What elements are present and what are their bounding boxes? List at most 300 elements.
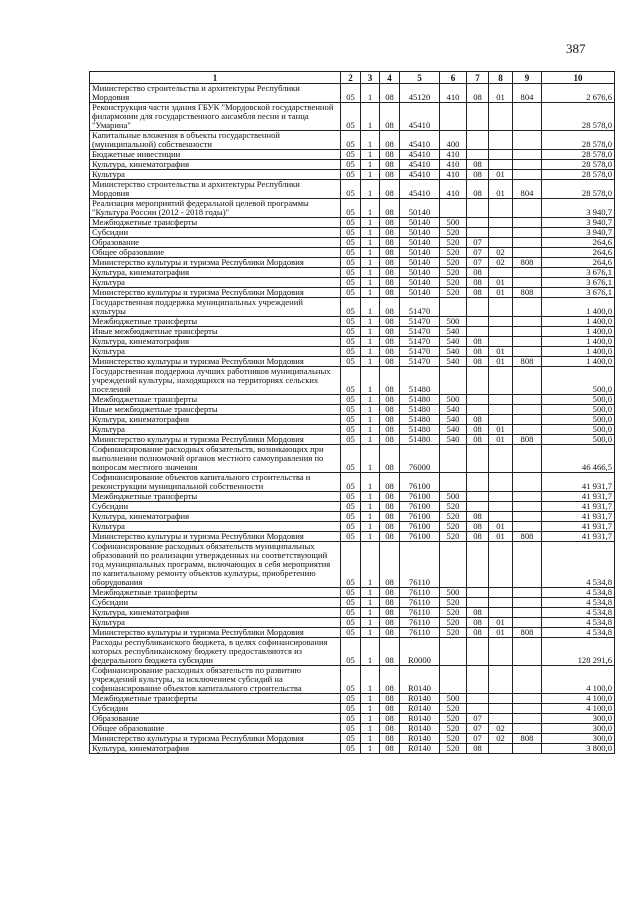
code-3-cell: 08	[380, 405, 400, 415]
code-8-cell: 808	[513, 532, 542, 542]
code-7-cell	[489, 608, 513, 618]
code-7-cell	[489, 598, 513, 608]
table-row	[90, 278, 615, 288]
code-7-cell: 01	[489, 347, 513, 357]
item-name-cell: Субсидии	[90, 502, 341, 512]
code-5-cell: 540	[440, 425, 467, 435]
code-6-cell	[467, 704, 489, 714]
code-6-cell: 08	[467, 337, 489, 347]
amount-cell: 46 466,5	[542, 445, 615, 473]
code-4-cell: 76110	[400, 608, 440, 618]
code-5-cell: 520	[440, 268, 467, 278]
code-7-cell	[489, 744, 513, 754]
code-1-cell: 05	[341, 445, 361, 473]
code-6-cell: 07	[467, 734, 489, 744]
code-2-cell: 1	[361, 218, 380, 228]
code-1-cell: 05	[341, 347, 361, 357]
item-name-cell: Капитальные вложения в объекты государственной (муниципальной) собственности	[90, 131, 341, 150]
code-2-cell: 1	[361, 628, 380, 638]
code-4-cell: 50140	[400, 288, 440, 298]
code-4-cell: 51470	[400, 347, 440, 357]
table-row	[90, 395, 615, 405]
code-2-cell: 1	[361, 357, 380, 367]
code-3-cell: 08	[380, 608, 400, 618]
amount-cell: 41 931,7	[542, 473, 615, 492]
code-2-cell: 1	[361, 542, 380, 588]
item-name-cell: Реализация мероприятий федеральной целевой программы "Культура России (2012 - 2018 годы)"	[90, 199, 341, 218]
code-7-cell	[489, 150, 513, 160]
code-3-cell: 08	[380, 522, 400, 532]
table-row	[90, 228, 615, 238]
code-1-cell: 05	[341, 666, 361, 694]
code-3-cell: 08	[380, 199, 400, 218]
code-4-cell: 50140	[400, 248, 440, 258]
code-5-cell: 520	[440, 714, 467, 724]
code-6-cell	[467, 131, 489, 150]
code-4-cell: 50140	[400, 278, 440, 288]
code-7-cell	[489, 160, 513, 170]
code-5-cell: 520	[440, 608, 467, 618]
code-2-cell: 1	[361, 238, 380, 248]
code-5-cell: 520	[440, 502, 467, 512]
code-7-cell	[489, 298, 513, 317]
item-name-cell: Министерство культуры и туризма Республики Мордовия	[90, 357, 341, 367]
code-5-cell: 410	[440, 180, 467, 199]
code-4-cell: R0000	[400, 638, 440, 666]
code-4-cell: 51480	[400, 405, 440, 415]
amount-cell: 4 534,8	[542, 588, 615, 598]
code-3-cell: 08	[380, 425, 400, 435]
code-2-cell: 1	[361, 666, 380, 694]
item-name-cell: Общее образование	[90, 248, 341, 258]
code-8-cell: 804	[513, 180, 542, 199]
code-5-cell: 520	[440, 512, 467, 522]
code-4-cell: R0140	[400, 724, 440, 734]
table-row	[90, 704, 615, 714]
code-1-cell: 05	[341, 608, 361, 618]
table-row	[90, 492, 615, 502]
code-2-cell: 1	[361, 734, 380, 744]
code-7-cell	[489, 268, 513, 278]
code-5-cell: 520	[440, 734, 467, 744]
item-name-cell: Государственная поддержка лучших работников муниципальных учреждений культуры, находящихся на территориях сельских поселений	[90, 367, 341, 395]
code-1-cell: 05	[341, 714, 361, 724]
code-8-cell	[513, 395, 542, 405]
code-7-cell: 01	[489, 278, 513, 288]
code-5-cell: 400	[440, 131, 467, 150]
code-5-cell: 540	[440, 357, 467, 367]
code-6-cell: 08	[467, 288, 489, 298]
code-6-cell	[467, 327, 489, 337]
code-6-cell: 08	[467, 357, 489, 367]
code-1-cell: 05	[341, 367, 361, 395]
code-4-cell: 45120	[400, 84, 440, 103]
code-8-cell	[513, 704, 542, 714]
code-6-cell: 08	[467, 512, 489, 522]
column-header-8: 8	[489, 72, 513, 84]
code-2-cell: 1	[361, 367, 380, 395]
code-8-cell	[513, 608, 542, 618]
amount-cell: 500,0	[542, 405, 615, 415]
code-4-cell: 45410	[400, 131, 440, 150]
code-3-cell: 08	[380, 84, 400, 103]
code-3-cell: 08	[380, 278, 400, 288]
item-name-cell: Образование	[90, 714, 341, 724]
code-3-cell: 08	[380, 744, 400, 754]
code-8-cell	[513, 638, 542, 666]
code-7-cell: 01	[489, 84, 513, 103]
code-3-cell: 08	[380, 492, 400, 502]
code-6-cell	[467, 588, 489, 598]
code-6-cell: 07	[467, 238, 489, 248]
code-1-cell: 05	[341, 415, 361, 425]
code-6-cell	[467, 638, 489, 666]
code-8-cell	[513, 228, 542, 238]
code-6-cell: 08	[467, 415, 489, 425]
code-3-cell: 08	[380, 473, 400, 492]
code-5-cell: 540	[440, 337, 467, 347]
table-row	[90, 714, 615, 724]
item-name-cell: Межбюджетные трансферты	[90, 694, 341, 704]
code-4-cell: 51480	[400, 425, 440, 435]
code-1-cell: 05	[341, 170, 361, 180]
code-2-cell: 1	[361, 228, 380, 238]
code-2-cell: 1	[361, 405, 380, 415]
code-5-cell	[440, 542, 467, 588]
column-header-3: 3	[361, 72, 380, 84]
code-7-cell: 02	[489, 734, 513, 744]
code-7-cell	[489, 103, 513, 131]
table-row	[90, 103, 615, 131]
code-2-cell: 1	[361, 347, 380, 357]
code-2-cell: 1	[361, 638, 380, 666]
code-4-cell: 51480	[400, 395, 440, 405]
code-3-cell: 08	[380, 502, 400, 512]
code-8-cell	[513, 744, 542, 754]
table-header-row	[90, 72, 615, 84]
code-1-cell: 05	[341, 405, 361, 415]
column-header-4: 4	[380, 72, 400, 84]
code-4-cell: 51470	[400, 337, 440, 347]
code-8-cell	[513, 598, 542, 608]
code-1-cell: 05	[341, 598, 361, 608]
code-7-cell	[489, 317, 513, 327]
page-number: 387	[566, 41, 586, 56]
code-8-cell	[513, 317, 542, 327]
code-6-cell: 07	[467, 714, 489, 724]
amount-cell: 300,0	[542, 714, 615, 724]
code-4-cell: 50140	[400, 199, 440, 218]
table-row	[90, 337, 615, 347]
amount-cell: 41 931,7	[542, 512, 615, 522]
code-6-cell: 08	[467, 268, 489, 278]
code-7-cell	[489, 445, 513, 473]
code-1-cell: 05	[341, 317, 361, 327]
code-6-cell	[467, 405, 489, 415]
code-4-cell: 50140	[400, 258, 440, 268]
table-row	[90, 131, 615, 150]
amount-cell: 1 400,0	[542, 337, 615, 347]
code-8-cell: 808	[513, 734, 542, 744]
code-6-cell	[467, 367, 489, 395]
code-6-cell: 08	[467, 608, 489, 618]
code-3-cell: 08	[380, 445, 400, 473]
item-name-cell: Расходы республиканского бюджета, в целях софинансирования которых республиканскому бюджету предоставляются из федерального бюджета субсидии	[90, 638, 341, 666]
code-7-cell: 01	[489, 522, 513, 532]
code-8-cell	[513, 666, 542, 694]
code-3-cell: 08	[380, 218, 400, 228]
code-3-cell: 08	[380, 248, 400, 258]
item-name-cell: Межбюджетные трансферты	[90, 218, 341, 228]
amount-cell: 4 534,8	[542, 598, 615, 608]
code-8-cell	[513, 248, 542, 258]
code-1-cell: 05	[341, 618, 361, 628]
code-3-cell: 08	[380, 704, 400, 714]
code-1-cell: 05	[341, 694, 361, 704]
table-row	[90, 608, 615, 618]
code-5-cell: 520	[440, 288, 467, 298]
table-row	[90, 522, 615, 532]
table-row	[90, 317, 615, 327]
code-8-cell	[513, 415, 542, 425]
code-4-cell: 76110	[400, 542, 440, 588]
item-name-cell: Министерство культуры и туризма Республики Мордовия	[90, 532, 341, 542]
amount-cell: 4 534,8	[542, 608, 615, 618]
code-2-cell: 1	[361, 84, 380, 103]
code-1-cell: 05	[341, 337, 361, 347]
amount-cell: 500,0	[542, 395, 615, 405]
code-3-cell: 08	[380, 694, 400, 704]
code-7-cell	[489, 395, 513, 405]
amount-cell: 1 400,0	[542, 317, 615, 327]
item-name-cell: Министерство строительства и архитектуры Республики Мордовия	[90, 84, 341, 103]
column-header-7: 7	[467, 72, 489, 84]
code-4-cell: R0140	[400, 694, 440, 704]
column-header-9: 9	[513, 72, 542, 84]
code-7-cell	[489, 218, 513, 228]
budget-table	[89, 71, 615, 754]
table-row	[90, 588, 615, 598]
code-1-cell: 05	[341, 435, 361, 445]
code-2-cell: 1	[361, 618, 380, 628]
item-name-cell: Культура, кинематография	[90, 608, 341, 618]
item-name-cell: Софинансирование расходных обязательств, возникающих при выполнении полномочий органов местного самоуправления по вопросам местного значения	[90, 445, 341, 473]
code-1-cell: 05	[341, 532, 361, 542]
code-3-cell: 08	[380, 618, 400, 628]
code-1-cell: 05	[341, 84, 361, 103]
code-4-cell: 51470	[400, 327, 440, 337]
table-row	[90, 598, 615, 608]
amount-cell: 3 676,1	[542, 278, 615, 288]
table-row	[90, 425, 615, 435]
code-5-cell: 540	[440, 347, 467, 357]
code-2-cell: 1	[361, 588, 380, 598]
code-1-cell: 05	[341, 199, 361, 218]
code-5-cell: 520	[440, 628, 467, 638]
code-2-cell: 1	[361, 608, 380, 618]
code-5-cell	[440, 638, 467, 666]
code-8-cell: 808	[513, 288, 542, 298]
item-name-cell: Образование	[90, 238, 341, 248]
amount-cell: 264,6	[542, 258, 615, 268]
code-8-cell	[513, 347, 542, 357]
code-1-cell: 05	[341, 734, 361, 744]
code-4-cell: 45410	[400, 103, 440, 131]
table-row	[90, 218, 615, 228]
amount-cell: 28 578,0	[542, 160, 615, 170]
code-8-cell	[513, 170, 542, 180]
code-7-cell	[489, 337, 513, 347]
code-2-cell: 1	[361, 522, 380, 532]
table-row	[90, 298, 615, 317]
amount-cell: 4 534,8	[542, 618, 615, 628]
item-name-cell: Министерство культуры и туризма Республики Мордовия	[90, 258, 341, 268]
code-6-cell: 08	[467, 84, 489, 103]
code-7-cell	[489, 238, 513, 248]
amount-cell: 300,0	[542, 724, 615, 734]
amount-cell: 2 676,6	[542, 84, 615, 103]
column-header-2: 2	[341, 72, 361, 84]
table-row	[90, 734, 615, 744]
code-6-cell	[467, 473, 489, 492]
code-3-cell: 08	[380, 317, 400, 327]
table-row	[90, 160, 615, 170]
code-7-cell: 01	[489, 435, 513, 445]
code-2-cell: 1	[361, 714, 380, 724]
code-2-cell: 1	[361, 395, 380, 405]
table-row	[90, 150, 615, 160]
item-name-cell: Министерство культуры и туризма Республики Мордовия	[90, 628, 341, 638]
amount-cell: 3 940,7	[542, 218, 615, 228]
code-1-cell: 05	[341, 502, 361, 512]
item-name-cell: Министерство строительства и архитектуры Республики Мордовия	[90, 180, 341, 199]
code-4-cell: 76100	[400, 502, 440, 512]
code-5-cell: 500	[440, 492, 467, 502]
code-7-cell	[489, 131, 513, 150]
code-7-cell: 01	[489, 170, 513, 180]
table-row	[90, 542, 615, 588]
code-4-cell: 76100	[400, 473, 440, 492]
code-6-cell: 08	[467, 618, 489, 628]
table-row	[90, 199, 615, 218]
code-7-cell	[489, 199, 513, 218]
code-5-cell: 540	[440, 405, 467, 415]
code-4-cell: 45410	[400, 170, 440, 180]
code-7-cell	[489, 473, 513, 492]
table-row	[90, 238, 615, 248]
item-name-cell: Софинансирование расходных обязательств муниципальных образований по реализации утвержденных на соответствующий год муниципальных программ, включающих в себя мероприятия по капитальному ремонту объектов культуры, приобретению оборудования	[90, 542, 341, 588]
item-name-cell: Культура	[90, 278, 341, 288]
code-2-cell: 1	[361, 258, 380, 268]
code-8-cell	[513, 445, 542, 473]
code-6-cell	[467, 228, 489, 238]
code-4-cell: 76110	[400, 598, 440, 608]
code-8-cell	[513, 694, 542, 704]
amount-cell: 500,0	[542, 367, 615, 395]
code-3-cell: 08	[380, 628, 400, 638]
item-name-cell: Министерство культуры и туризма Республики Мордовия	[90, 435, 341, 445]
code-1-cell: 05	[341, 522, 361, 532]
code-3-cell: 08	[380, 542, 400, 588]
column-header-10: 10	[542, 72, 615, 84]
table-row	[90, 502, 615, 512]
code-5-cell: 520	[440, 618, 467, 628]
code-6-cell	[467, 298, 489, 317]
code-1-cell: 05	[341, 395, 361, 405]
code-4-cell: 76000	[400, 445, 440, 473]
amount-cell: 264,6	[542, 248, 615, 258]
amount-cell: 1 400,0	[542, 327, 615, 337]
code-4-cell: 50140	[400, 238, 440, 248]
code-3-cell: 08	[380, 347, 400, 357]
code-2-cell: 1	[361, 131, 380, 150]
code-4-cell: 51480	[400, 435, 440, 445]
code-5-cell: 520	[440, 278, 467, 288]
code-5-cell: 500	[440, 588, 467, 598]
code-6-cell	[467, 395, 489, 405]
table-row	[90, 357, 615, 367]
code-2-cell: 1	[361, 268, 380, 278]
code-7-cell	[489, 502, 513, 512]
code-8-cell	[513, 542, 542, 588]
code-4-cell: 51470	[400, 298, 440, 317]
item-name-cell: Культура, кинематография	[90, 160, 341, 170]
code-4-cell: R0140	[400, 714, 440, 724]
code-2-cell: 1	[361, 199, 380, 218]
code-4-cell: 76110	[400, 618, 440, 628]
item-name-cell: Культура, кинематография	[90, 512, 341, 522]
code-8-cell: 808	[513, 258, 542, 268]
code-8-cell	[513, 218, 542, 228]
amount-cell: 28 578,0	[542, 180, 615, 199]
code-2-cell: 1	[361, 278, 380, 288]
code-6-cell	[467, 542, 489, 588]
code-3-cell: 08	[380, 298, 400, 317]
code-3-cell: 08	[380, 288, 400, 298]
code-8-cell	[513, 522, 542, 532]
item-name-cell: Межбюджетные трансферты	[90, 588, 341, 598]
code-1-cell: 05	[341, 704, 361, 714]
code-4-cell: 51480	[400, 367, 440, 395]
code-8-cell	[513, 278, 542, 288]
code-7-cell	[489, 492, 513, 502]
code-3-cell: 08	[380, 170, 400, 180]
code-6-cell	[467, 103, 489, 131]
amount-cell: 500,0	[542, 435, 615, 445]
code-5-cell: 410	[440, 150, 467, 160]
item-name-cell: Межбюджетные трансферты	[90, 395, 341, 405]
code-8-cell	[513, 714, 542, 724]
code-8-cell	[513, 150, 542, 160]
item-name-cell: Культура	[90, 347, 341, 357]
code-7-cell	[489, 704, 513, 714]
amount-cell: 4 534,8	[542, 542, 615, 588]
code-2-cell: 1	[361, 170, 380, 180]
code-1-cell: 05	[341, 492, 361, 502]
code-8-cell	[513, 405, 542, 415]
code-1-cell: 05	[341, 278, 361, 288]
table-row	[90, 288, 615, 298]
code-4-cell: 76110	[400, 628, 440, 638]
code-5-cell: 500	[440, 218, 467, 228]
code-5-cell: 520	[440, 598, 467, 608]
code-8-cell	[513, 103, 542, 131]
table-row	[90, 415, 615, 425]
item-name-cell: Культура	[90, 425, 341, 435]
amount-cell: 41 931,7	[542, 532, 615, 542]
table-row	[90, 180, 615, 199]
item-name-cell: Культура, кинематография	[90, 744, 341, 754]
